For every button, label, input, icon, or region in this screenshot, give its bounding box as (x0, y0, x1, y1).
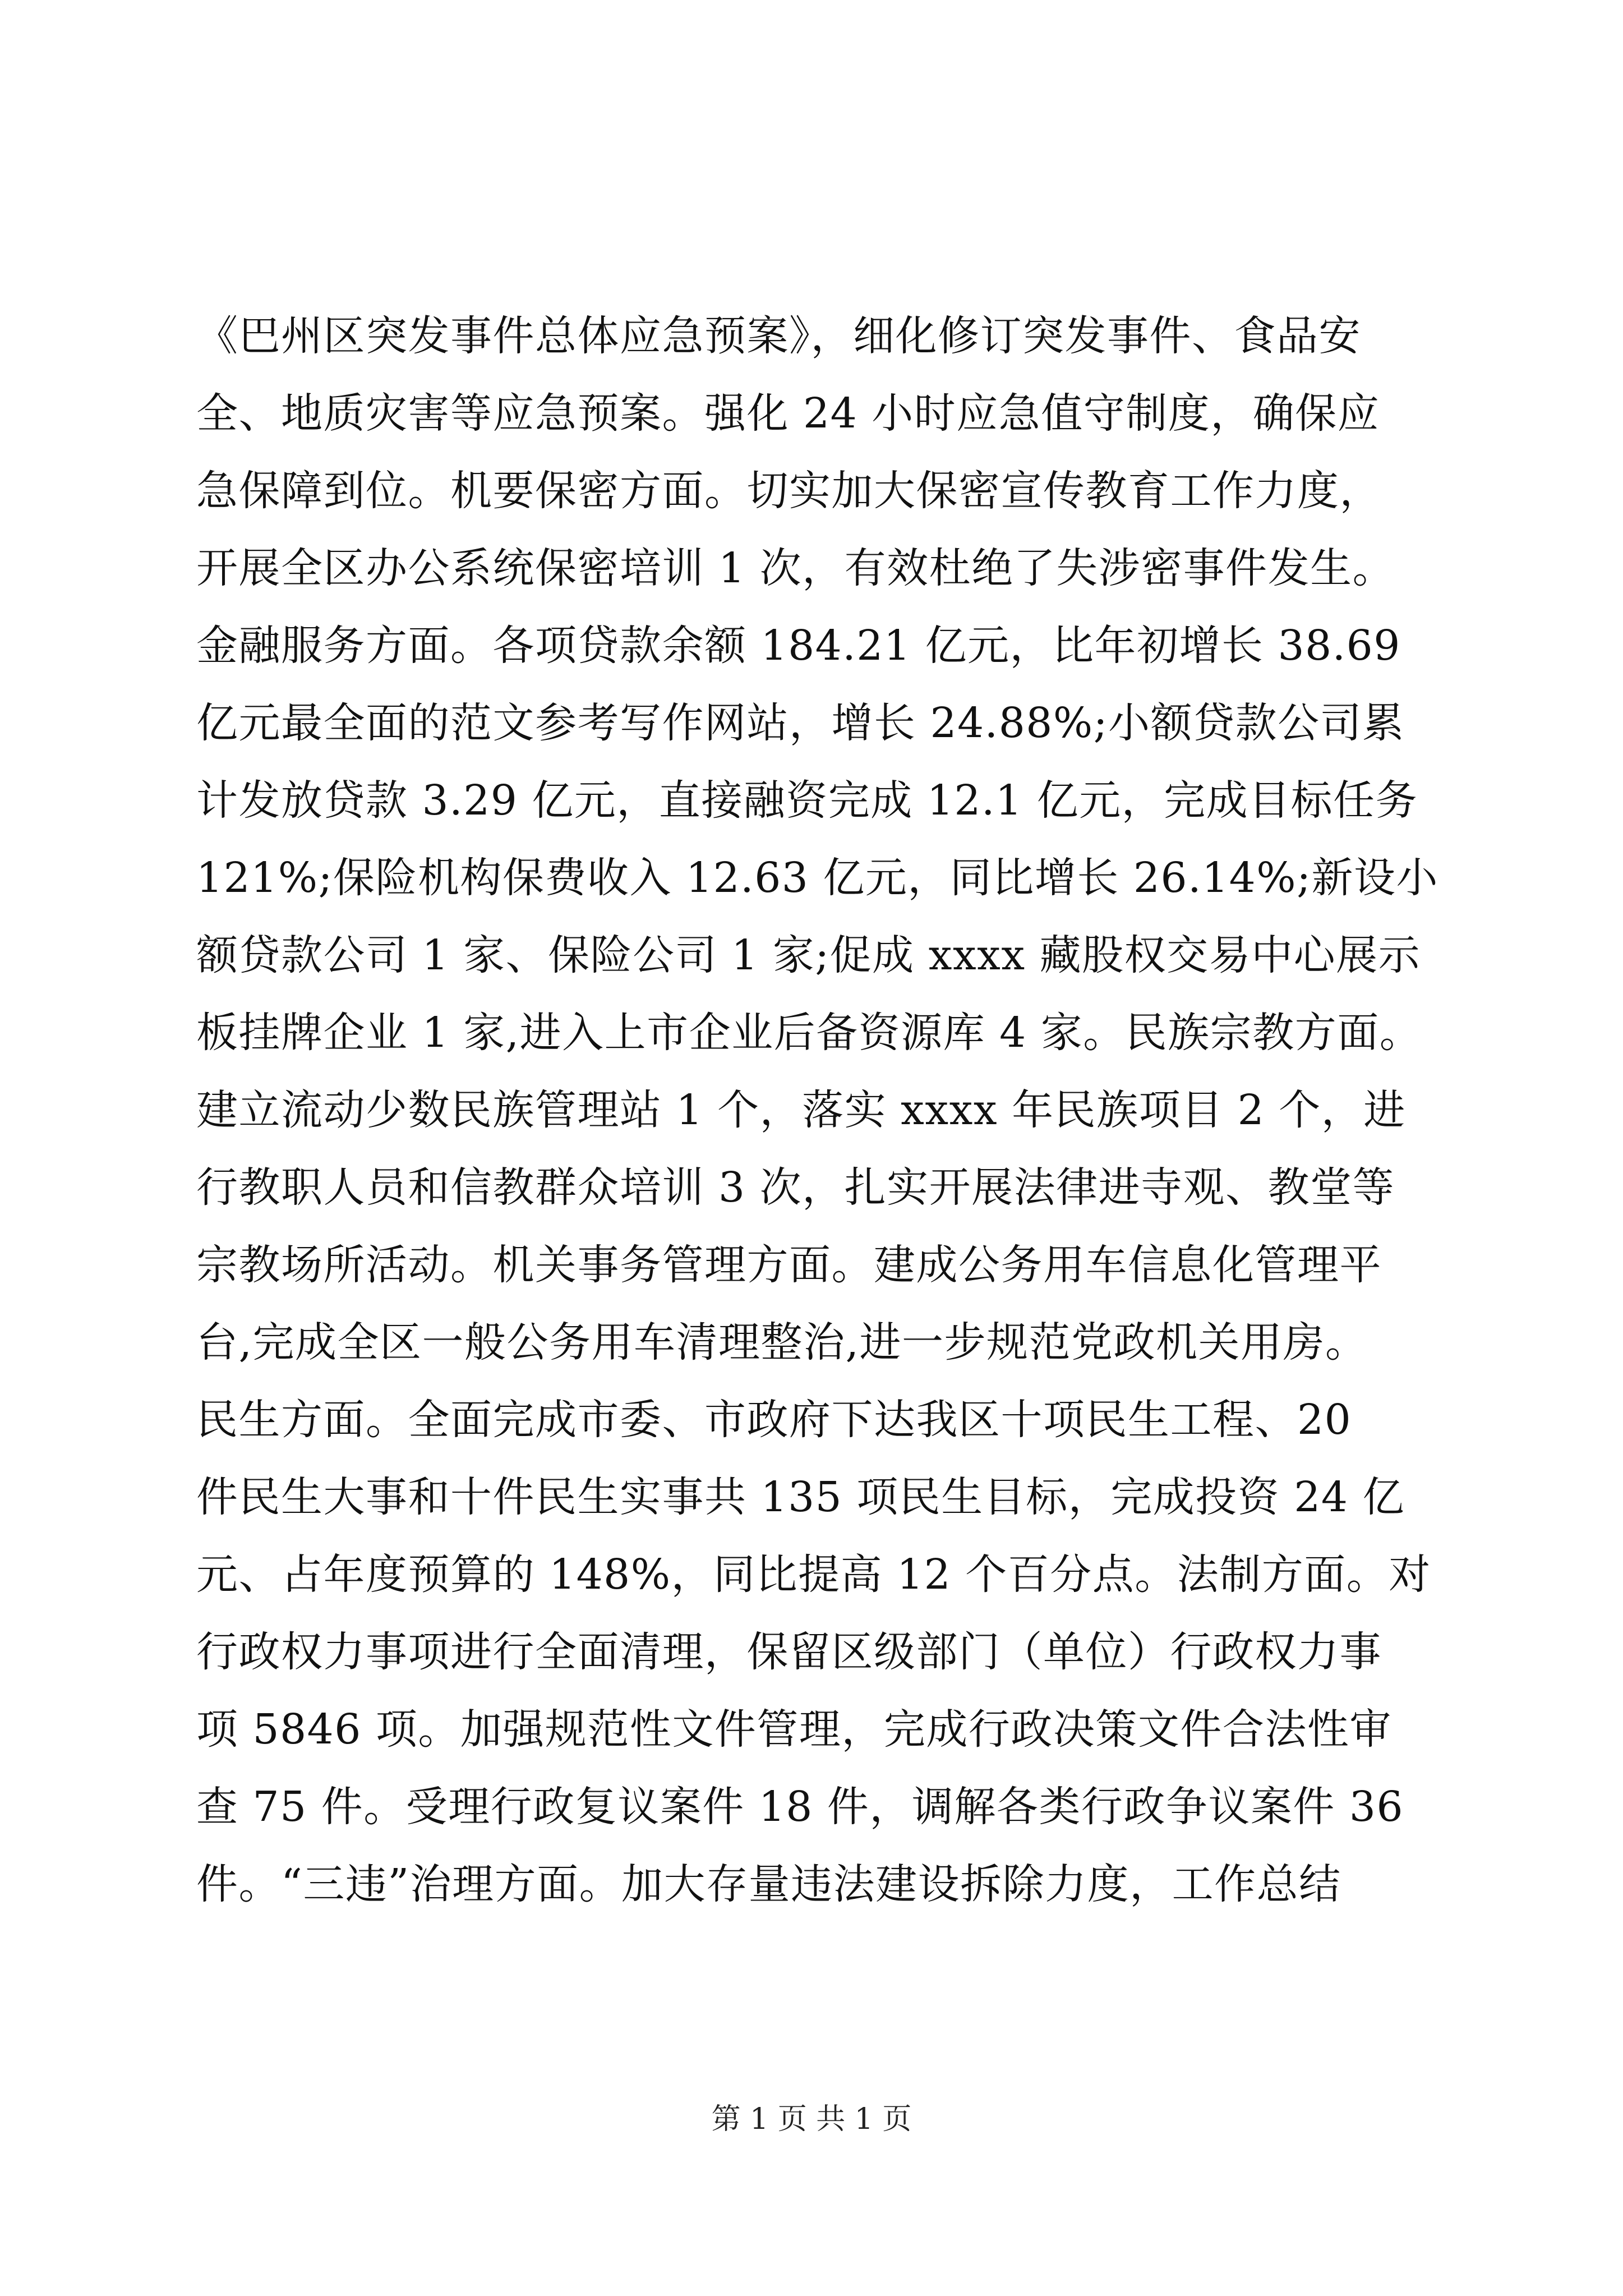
page-number: 第 1 页 共 1 页 (711, 2102, 912, 2136)
body-line: 行教职人员和信教群众培训 3 次，扎实开展法律进寺观、教堂等 (196, 1163, 1395, 1212)
page-footer (0, 2097, 1623, 2142)
body-line: 计发放贷款 3.29 亿元，直接融资完成 12.1 亿元，完成目标任务 (196, 776, 1418, 825)
body-line: 元、占年度预算的 148%，同比提高 12 个百分点。法制方面。对 (196, 1550, 1431, 1599)
body-line: 板挂牌企业 1 家,进入上市企业后备资源库 4 家。民族宗教方面。 (196, 1009, 1422, 1057)
body-line: 民生方面。全面完成市委、市政府下达我区十项民生工程、20 (196, 1396, 1352, 1444)
body-line: 急保障到位。机要保密方面。切实加大保密宣传教育工作力度， (196, 467, 1382, 515)
document-body (196, 297, 1436, 1923)
body-line: 121%;保险机构保费收入 12.63 亿元，同比增长 26.14%;新设小 (196, 854, 1438, 902)
body-line: 项 5846 项。加强规范性文件管理，完成行政决策文件合法性审 (196, 1705, 1392, 1754)
body-line: 全、地质灾害等应急预案。强化 24 小时应急值守制度，确保应 (196, 389, 1380, 438)
body-line: 建立流动少数民族管理站 1 个，落实 xxxx 年民族项目 2 个，进 (196, 1086, 1406, 1134)
body-line: 宗教场所活动。机关事务管理方面。建成公务用车信息化管理平 (196, 1241, 1382, 1289)
body-line: 《巴州区突发事件总体应急预案》，细化修订突发事件、食品安 (196, 312, 1361, 360)
body-line: 金融服务方面。各项贷款余额 184.21 亿元，比年初增长 38.69 (196, 622, 1401, 670)
body-line: 开展全区办公系统保密培训 1 次，有效杜绝了失涉密事件发生。 (196, 544, 1395, 592)
body-line: 件民生大事和十件民生实事共 135 项民生目标，完成投资 24 亿 (196, 1473, 1405, 1521)
body-line: 额贷款公司 1 家、保险公司 1 家;促成 xxxx 藏股权交易中心展示 (196, 931, 1421, 979)
body-line: 查 75 件。受理行政复议案件 18 件，调解各类行政争议案件 36 (196, 1783, 1404, 1831)
body-line: 台,完成全区一般公务用车清理整治,进一步规范党政机关用房。 (196, 1318, 1368, 1366)
body-line: 行政权力事项进行全面清理，保留区级部门（单位）行政权力事 (196, 1628, 1382, 1676)
body-line: 亿元最全面的范文参考写作网站，增长 24.88%;小额贷款公司累 (196, 699, 1405, 747)
body-line: 件。“三违”治理方面。加大存量违法建设拆除力度，工作总结 (196, 1860, 1341, 1908)
